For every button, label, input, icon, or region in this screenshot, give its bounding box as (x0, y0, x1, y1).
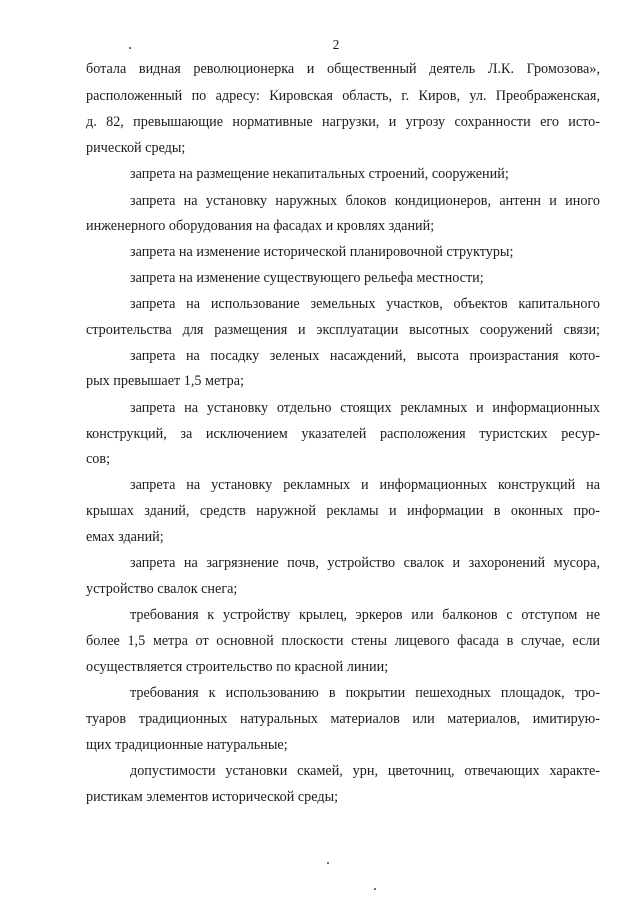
text-line: расположенный по адресу: Кировская область, г. Киров, ул. Преображенская, (86, 88, 600, 104)
text-line: запрета на использование земельных участков, объектов капитального (130, 296, 600, 312)
text-line: крышах зданий, средств наружной рекламы и информации в оконных про- (86, 503, 600, 519)
text-line: запрета на посадку зеленых насаждений, высота произрастания кото- (130, 348, 600, 364)
text-line: запрета на размещение некапитальных строений, сооружений; (130, 166, 509, 182)
text-line: осуществляется строительство по красной линии; (86, 659, 389, 675)
text-line: ботала видная революционерка и общественный деятель Л.К. Громозова», (86, 61, 600, 77)
text-line: запрета на загрязнение почв, устройство свалок и захоронений мусора, (130, 555, 600, 571)
text-line: ристикам элементов исторической среды; (86, 789, 339, 805)
scan-speck (327, 862, 329, 864)
text-line: требования к использованию в покрытии пешеходных площадок, тро- (130, 685, 600, 701)
text-line: допустимости установки скамей, урн, цветочниц, отвечающих характе- (130, 763, 600, 779)
text-line: запрета на установку наружных блоков кондиционеров, антенн и иного (130, 193, 600, 209)
page-number: 2 (332, 37, 340, 52)
text-line: требования к устройству крылец, эркеров или балконов с отступом не (130, 607, 600, 623)
text-line: сов; (86, 451, 111, 467)
text-line: д. 82, превышающие нормативные нагрузки, и угрозу сохранности его исто- (86, 114, 600, 130)
text-line: строительства для размещения и эксплуатации высотных сооружений связи; (86, 322, 600, 338)
text-line: более 1,5 метра от основной плоскости стены лицевого фасада в случае, если (86, 633, 600, 649)
scan-speck (374, 888, 376, 890)
text-line: инженерного оборудования на фасадах и кровлях зданий; (86, 218, 435, 234)
text-line: запрета на изменение существующего рельефа местности; (130, 270, 484, 286)
text-line: устройство свалок снега; (86, 581, 238, 597)
text-line: туаров традиционных натуральных материалов или материалов, имитирую- (86, 711, 600, 727)
text-line: конструкций, за исключением указателей расположения туристских ресур- (86, 426, 600, 442)
text-line: запрета на установку отдельно стоящих рекламных и информационных (130, 400, 600, 416)
text-line: рической среды; (86, 140, 186, 156)
text-line: запрета на установку рекламных и информационных конструкций на (130, 477, 600, 493)
text-line: рых превышает 1,5 метра; (86, 373, 245, 389)
text-line: запрета на изменение исторической планировочной структуры; (130, 244, 514, 260)
scan-speck (129, 47, 131, 49)
text-line: щих традиционные натуральные; (86, 737, 288, 753)
text-line: емах зданий; (86, 529, 164, 545)
